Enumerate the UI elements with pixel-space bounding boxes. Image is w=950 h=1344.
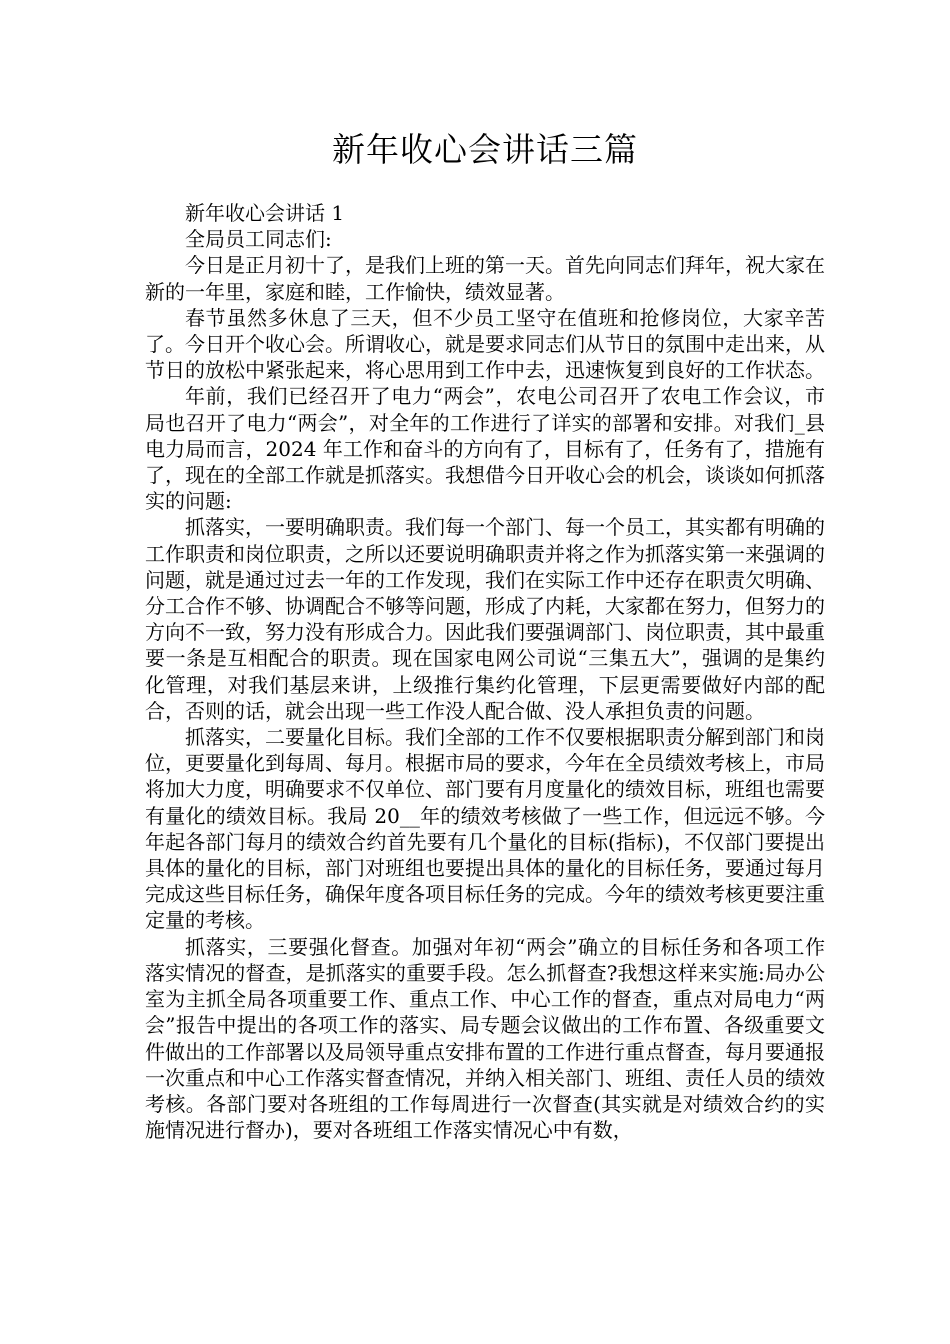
paragraph-2: 春节虽然多休息了三天，但不少员工坚守在值班和抢修岗位，大家辛苦了。今日开个收心会。所谓收心，就是要求同志们从节日的氛围中走出来，从节日的放松中紧张起来，将心思用到工作中去，迅速恢复到良好的工作状态。 <box>145 305 825 383</box>
paragraph-6: 抓落实，三要强化督查。加强对年初“两会”确立的目标任务和各项工作落实情况的督查，是抓落实的重要手段。怎么抓督查?我想这样来实施:局办公室为主抓全局各项重要工作、重点工作、中心工作的督查，重点对局电力“两会”报告中提出的各项工作的落实、局专题会议做出的工作布置、各级重要文件做出的工作部署以及局领导重点安排布置的工作进行重点督查，每月要通报一次重点和中心工作落实督查情况，并纳入相关部门、班组、责任人员的绩效考核。各部门要对各班组的工作每周进行一次督查(其实就是对绩效合约的实施情况进行督办)，要对各班组工作落实情况心中有数， <box>145 934 825 1143</box>
paragraph-5: 抓落实，二要量化目标。我们全部的工作不仅要根据职责分解到部门和岗位，更要量化到每周、每月。根据市局的要求，今年在全员绩效考核上，市局将加大力度，明确要求不仅单位、部门要有月度量化的绩效目标，班组也需要有量化的绩效目标。我局 20__年的绩效考核做了一些工作，但远远不够。今年起各部门每月的绩效合约首先要有几个量化的目标(指标)，不仅部门要提出具体的量化的目标，部门对班组也要提出具体的量化的目标任务，要通过每月完成这些目标任务，确保年度各项目标任务的完成。今年的绩效考核更要注重定量的考核。 <box>145 725 825 933</box>
document-page <box>145 128 825 1143</box>
document-title: 新年收心会讲话三篇 <box>332 130 638 169</box>
paragraph-3: 年前，我们已经召开了电力“两会”，农电公司召开了农电工作会议，市局也召开了电力“两会”，对全年的工作进行了详实的部署和安排。对我们_县电力局而言，2024 年工作和奋斗的方向有了，目标有了，任务有了，措施有了，现在的全部工作就是抓落实。我想借今日开收心会的机会，谈谈如何抓落实的问题: <box>145 384 825 514</box>
salutation: 全局员工同志们: <box>185 227 332 252</box>
paragraph-1: 今日是正月初十了，是我们上班的第一天。首先向同志们拜年，祝大家在新的一年里，家庭和睦，工作愉快，绩效显著。 <box>145 253 825 304</box>
paragraph-4: 抓落实，一要明确职责。我们每一个部门、每一个员工，其实都有明确的工作职责和岗位职责，之所以还要说明确职责并将之作为抓落实第一来强调的问题，就是通过过去一年的工作发现，我们在实际工作中还存在职责欠明确、分工合作不够、协调配合不够等问题，形成了内耗，大家都在努力，但努力的方向不一致，努力没有形成合力。因此我们要强调部门、岗位职责，其中最重要一条是互相配合的职责。现在国家电网公司说“三集五大”，强调的是集约化管理，对我们基层来讲，上级推行集约化管理，下层更需要做好内部的配合，否则的话，就会出现一些工作没人配合做、没人承担负责的问题。 <box>145 515 825 723</box>
section-heading: 新年收心会讲话 1 <box>185 201 345 225</box>
